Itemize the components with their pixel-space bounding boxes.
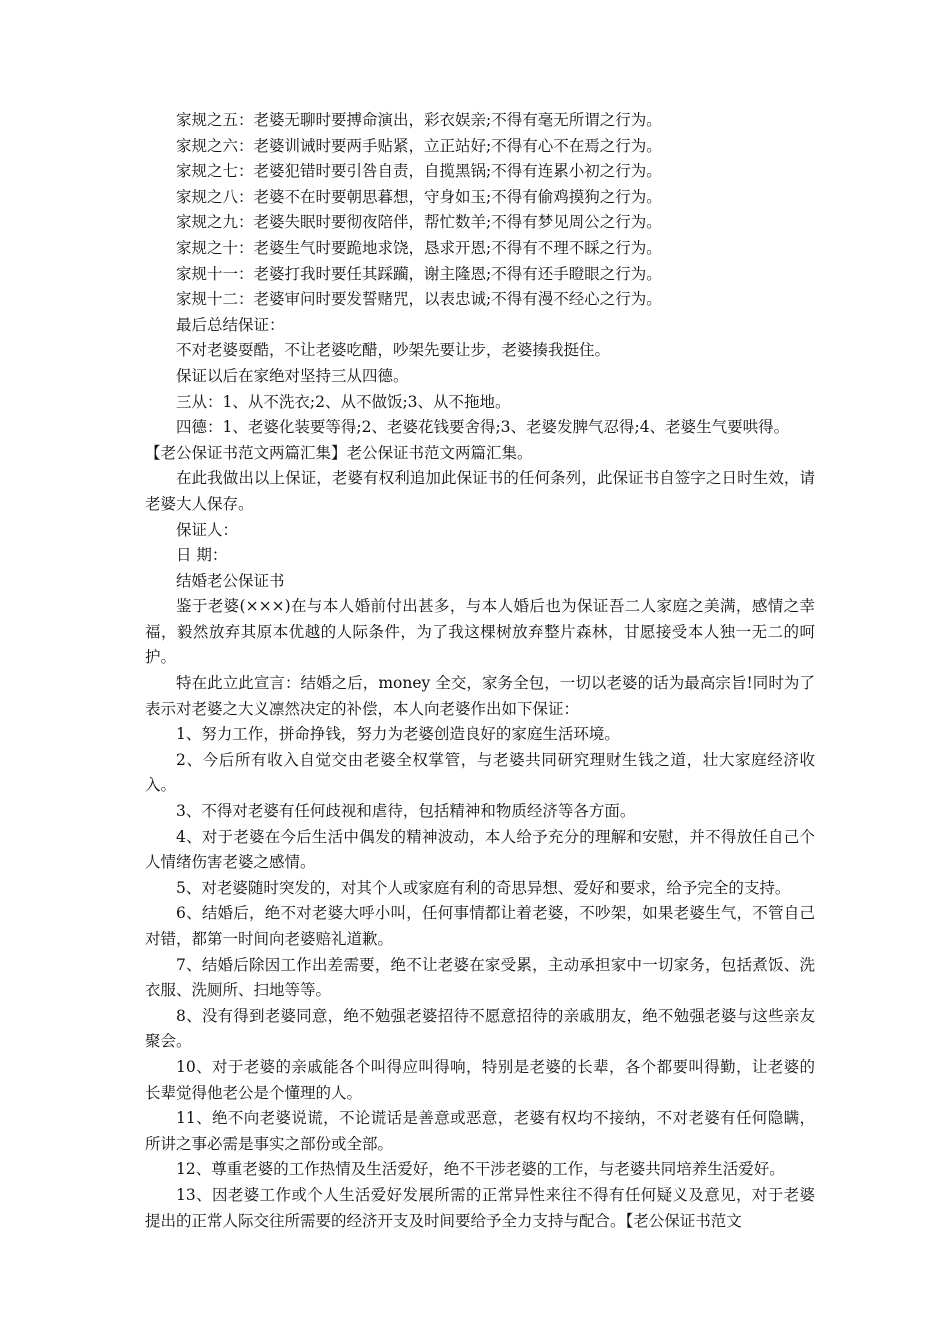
paragraph-collection-title: 【老公保证书范文两篇汇集】老公保证书范文两篇汇集。 bbox=[145, 443, 533, 462]
paragraph-rule-11: 家规十一：老婆打我时要任其踩躏，谢主隆恩;不得有还手瞪眼之行为。 bbox=[176, 264, 662, 283]
paragraph-announcement: 特在此立此宣言：结婚之后，money 全交，家务全包，一切以老婆的话为最高宗旨!同时为了表示对老婆之大义凛然决定的补偿，本人向老婆作出如下保证： bbox=[145, 674, 815, 718]
document-body bbox=[145, 108, 815, 1234]
paragraph-date: 日 期： bbox=[176, 546, 228, 565]
paragraph-item-6: 6、结婚后，绝不对老婆大呼小叫，任何事情都让着老婆，不吵架，如果老婆生气，不管自己对错，都第一时间向老婆赔礼道歉。 bbox=[145, 904, 815, 948]
paragraph-guarantor: 保证人： bbox=[176, 520, 239, 539]
paragraph-item-4: 4、对于老婆在今后生活中偶发的精神波动，本人给予充分的理解和安慰，并不得放任自己个人情绪伤害老婆之感情。 bbox=[145, 827, 815, 872]
paragraph-rule-10: 家规之十：老婆生气时要跪地求饶，恳求开恩;不得有不理不睬之行为。 bbox=[176, 238, 662, 257]
paragraph-item-12: 12、尊重老婆的工作热情及生活爱好，绝不干涉老婆的工作，与老婆共同培养生活爱好。 bbox=[176, 1160, 785, 1179]
paragraph-rule-8: 家规之八：老婆不在时要朝思暮想，守身如玉;不得有偷鸡摸狗之行为。 bbox=[176, 187, 662, 206]
paragraph-declaration: 在此我做出以上保证，老婆有权利追加此保证书的任何条列，此保证书自签字之日时生效，请老婆大人保存。 bbox=[145, 469, 815, 513]
paragraph-item-11: 11、绝不向老婆说谎，不论谎话是善意或恶意，老婆有权均不接纳，不对老婆有任何隐瞒，所讲之事必需是事实之部份或全部。 bbox=[145, 1109, 815, 1153]
paragraph-item-5: 5、对老婆随时突发的，对其个人或家庭有利的奇思异想、爱好和要求，给予完全的支持。 bbox=[176, 878, 791, 897]
paragraph-rule-6: 家规之六：老婆训诫时要两手贴紧，立正站好;不得有心不在焉之行为。 bbox=[176, 136, 662, 155]
paragraph-rule-9: 家规之九：老婆失眠时要彻夜陪伴，帮忙数羊;不得有梦见周公之行为。 bbox=[176, 213, 662, 232]
paragraph-rule-12: 家规十二：老婆审问时要发誓赌咒，以表忠诚;不得有漫不经心之行为。 bbox=[176, 290, 662, 309]
section-title: 结婚老公保证书 bbox=[176, 571, 285, 590]
paragraph-intro: 鉴于老婆(×××)在与本人婚前付出甚多，与本人婚后也为保证吾二人家庭之美满，感情之幸福，毅然放弃其原本优越的人际条件，为了我这棵树放弃整片森林，甘愿接受本人独一无二的呵护。 bbox=[145, 597, 815, 667]
paragraph-item-3: 3、不得对老婆有任何歧视和虐待，包括精神和物质经济等各方面。 bbox=[176, 802, 636, 821]
paragraph-three-four: 保证以后在家绝对坚持三从四德。 bbox=[176, 366, 409, 385]
paragraph-item-13: 13、因老婆工作或个人生活爱好发展所需的正常异性来往不得有任何疑义及意见，对于老婆提出的正常人际交往所需要的经济开支及时间要给予全力支持与配合。【老公保证书范文 bbox=[145, 1185, 815, 1230]
paragraph-summary-heading: 最后总结保证： bbox=[176, 315, 285, 334]
paragraph-four-virtues: 四德：1、老婆化装要等得;2、老婆花钱要舍得;3、老婆发脾气忍得;4、老婆生气要哄得。 bbox=[176, 418, 790, 437]
paragraph-item-10: 10、对于老婆的亲戚能各个叫得应叫得响，特别是老婆的长辈，各个都要叫得勤，让老婆的长辈觉得他老公是个懂理的人。 bbox=[145, 1057, 815, 1102]
paragraph-item-8: 8、没有得到老婆同意，绝不勉强老婆招待不愿意招待的亲戚朋友，绝不勉强老婆与这些亲友聚会。 bbox=[145, 1006, 815, 1051]
paragraph-item-2: 2、今后所有收入自觉交由老婆全权掌管，与老婆共同研究理财生钱之道，壮大家庭经济收入。 bbox=[145, 750, 815, 795]
paragraph-item-7: 7、结婚后除因工作出差需要，绝不让老婆在家受累，主动承担家中一切家务，包括煮饭、洗衣服、洗厕所、扫地等等。 bbox=[145, 955, 815, 1000]
paragraph-summary: 不对老婆耍酷，不让老婆吃醋，吵架先要让步，老婆揍我挺住。 bbox=[176, 341, 611, 360]
paragraph-three-from: 三从：1、从不洗衣;2、从不做饭;3、从不拖地。 bbox=[176, 392, 511, 411]
paragraph-rule-5: 家规之五：老婆无聊时要搏命演出，彩衣娱亲;不得有毫无所谓之行为。 bbox=[176, 111, 662, 129]
paragraph-item-1: 1、努力工作，拼命挣钱，努力为老婆创造良好的家庭生活环境。 bbox=[176, 725, 620, 744]
paragraph-rule-7: 家规之七：老婆犯错时要引咎自责，自揽黑锅;不得有连累小初之行为。 bbox=[176, 162, 662, 181]
